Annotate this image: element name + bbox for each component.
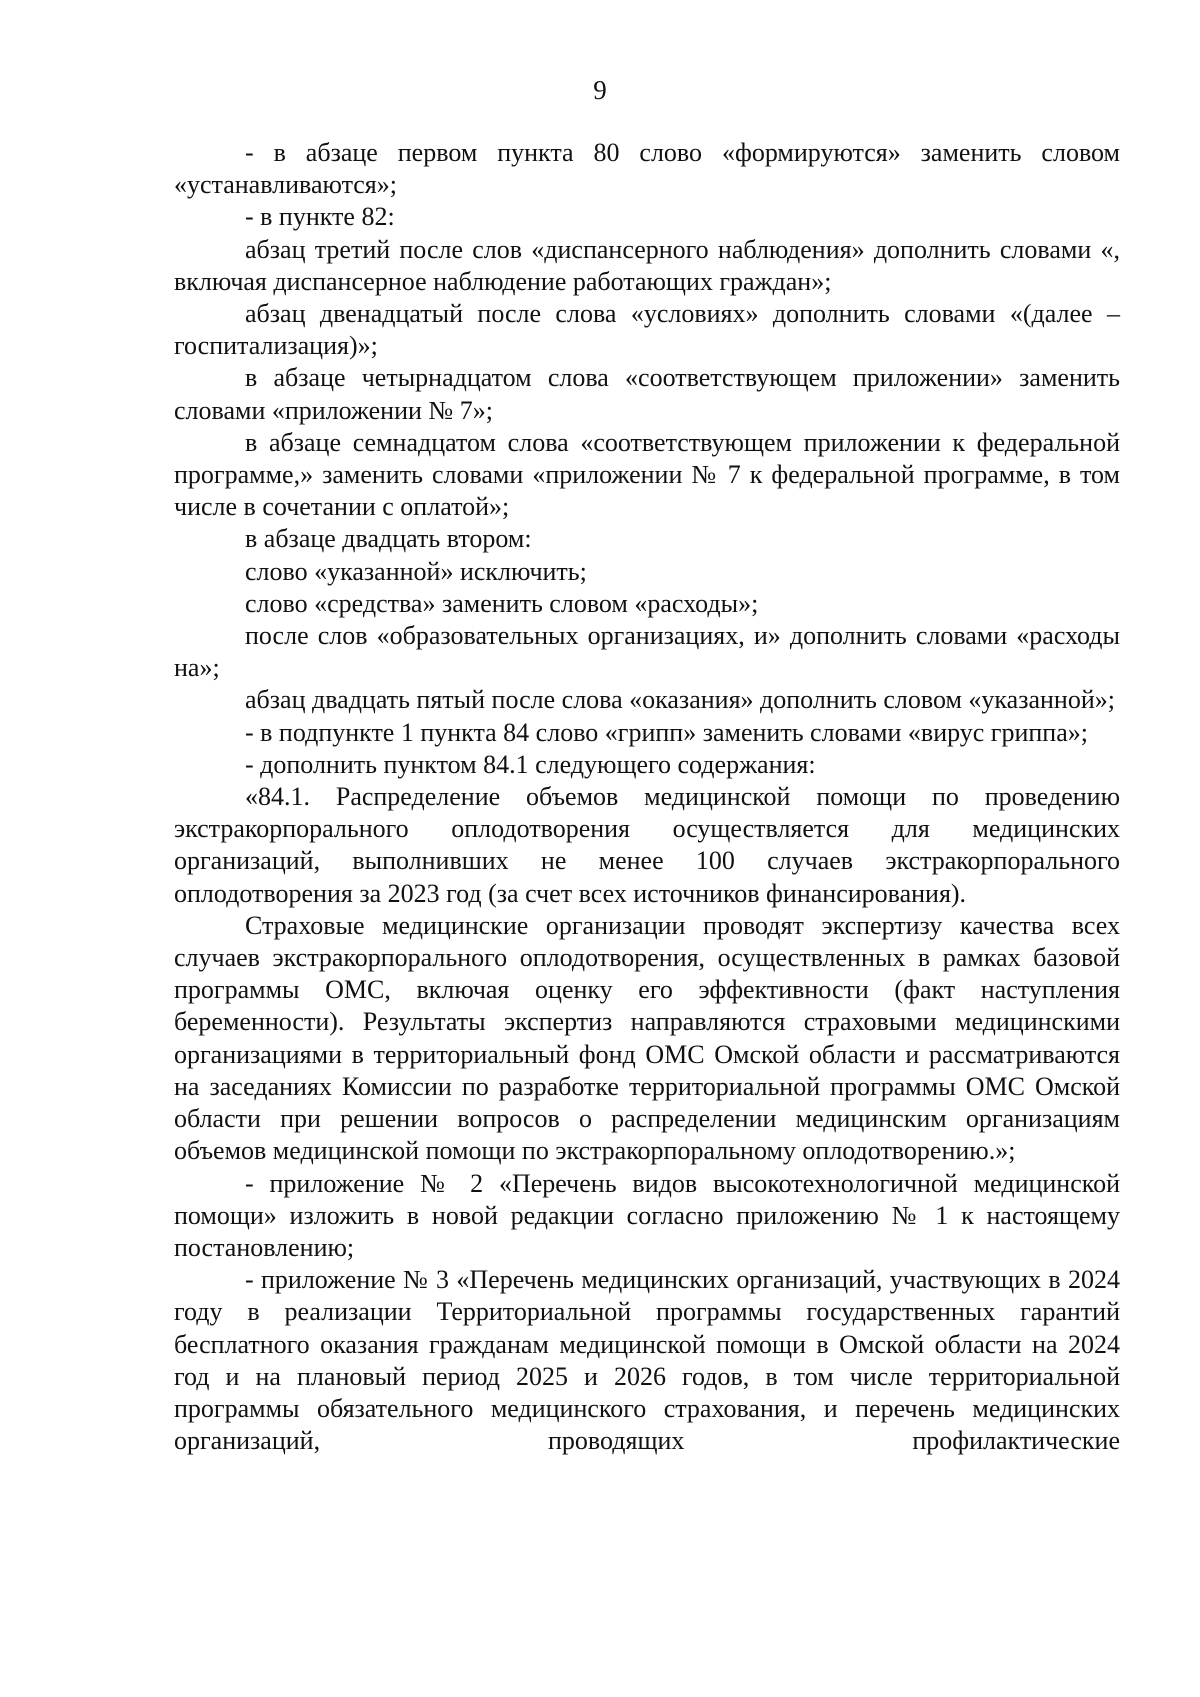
paragraph-item-84-1-text: «84.1. Распределение объемов медицинской помощи по проведению экстракорпорального оплодотворения осуществляется для медицинских организаций, выполнивших не менее 100 случаев экстракорпорального оплодотворения за 2023 год (за счет всех источников финансирования). <box>174 782 1120 908</box>
paragraph-abzac-17: в абзаце семнадцатом слова «соответствующем приложении к федеральной программе,» заменить словами «приложении № 7 к федеральной программе, в том числе в сочетании с оплатой»; <box>174 427 1120 522</box>
paragraph-item-82-header: - в пункте 82: <box>245 202 395 232</box>
paragraph-abzac-25: абзац двадцать пятый после слова «оказания» дополнить словом «указанной»; <box>245 685 1115 715</box>
paragraph-abzac-3: абзац третий после слов «диспансерного наблюдения» дополнить словами «, включая диспансерное наблюдение работающих граждан»; <box>174 234 1120 296</box>
paragraph-appendix-2: - приложение № 2 «Перечень видов высокотехнологичной медицинской помощи» изложить в новой редакции согласно приложению № 1 к настоящему постановлению; <box>174 1168 1120 1262</box>
paragraph-item-84-1-header: - дополнить пунктом 84.1 следующего содержания: <box>245 749 816 779</box>
paragraph-insurance-expertise: Страховые медицинские организации проводят экспертизу качества всех случаев экстракорпорального оплодотворения, осуществленных в рамках базовой программы ОМС, включая оценку его эффективности (факт наступления беременности). Результаты экспертиз направляются страховыми медицинскими организациями в территориальный фонд ОМС Омской области и рассматриваются на заседаниях Комиссии по разработке территориальной программы ОМС Омской области при решении вопросов о распределении медицинским организациям объемов медицинской помощи по экстракорпоральному оплодотворению.»; <box>174 910 1120 1166</box>
page-number: 9 <box>593 75 607 105</box>
paragraph-abzac-12: абзац двенадцатый после слова «условиях» дополнить словами «(далее – госпитализация)»; <box>174 299 1120 361</box>
paragraph-abzac-22-b: слово «средства» заменить словом «расходы»; <box>245 588 759 618</box>
paragraph-abzac-14: в абзаце четырнадцатом слова «соответствующем приложении» заменить словами «приложении № 7»; <box>174 363 1120 425</box>
document-body <box>174 137 1120 1457</box>
paragraph-abzac-22-header: в абзаце двадцать втором: <box>245 524 532 554</box>
paragraph-appendix-3: - приложение № 3 «Перечень медицинских организаций, участвующих в 2024 году в реализации Территориальной программы государственных гарантий бесплатного оказания гражданам медицинской помощи в Омской области на 2024 год и на плановый период 2025 и 2026 годов, в том числе территориальной программы обязательного медицинского страхования, и перечень медицинских организаций, проводящих профилактические <box>174 1265 1120 1456</box>
paragraph-item-84: - в подпункте 1 пункта 84 слово «грипп» заменить словами «вирус гриппа»; <box>245 717 1088 747</box>
paragraph-abzac-22-a: слово «указанной» исключить; <box>245 556 587 586</box>
paragraph-abzac-22-c: после слов «образовательных организациях, и» дополнить словами «расходы на»; <box>174 621 1120 683</box>
paragraph-item-80: - в абзаце первом пункта 80 слово «формируются» заменить словом «устанавливаются»; <box>174 138 1120 200</box>
